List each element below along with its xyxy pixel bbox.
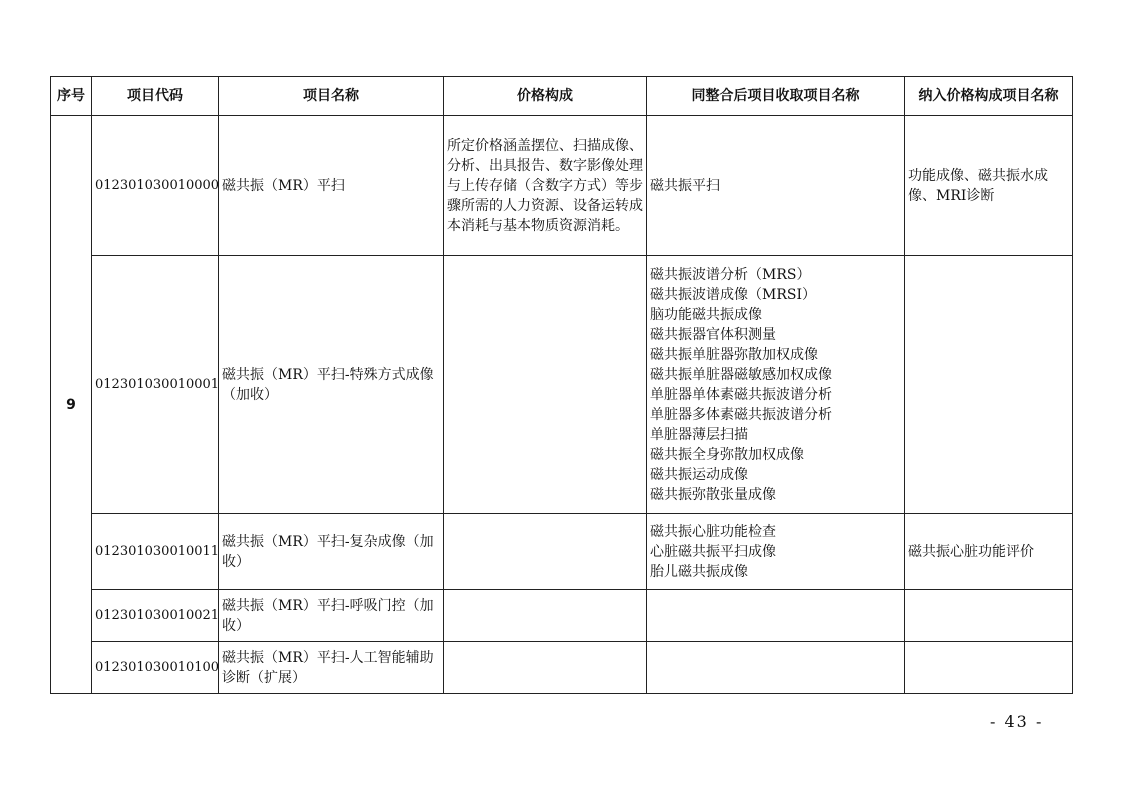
- table-row: [51, 590, 1073, 642]
- merged-item: 脑功能磁共振成像: [650, 306, 762, 323]
- name-cell: 磁共振（MR）平扫-特殊方式成像（加收）: [219, 256, 444, 514]
- name-cell: 磁共振（MR）平扫-复杂成像（加收）: [219, 514, 444, 590]
- code-cell: 012301030010001: [92, 256, 219, 514]
- merged-item: 磁共振运动成像: [650, 466, 748, 483]
- merged-item: 磁共振弥散张量成像: [650, 486, 776, 503]
- merged-item: 单脏器薄层扫描: [650, 426, 748, 443]
- header-row: [51, 77, 1073, 116]
- merged-item: 磁共振单脏器弥散加权成像: [650, 346, 818, 363]
- merged-item: 磁共振波谱分析（MRS）: [650, 266, 811, 283]
- merged-item: 心脏磁共振平扫成像: [650, 543, 776, 560]
- merged-cell: [647, 116, 905, 256]
- composition-cell: 所定价格涵盖摆位、扫描成像、分析、出具报告、数字影像处理与上传存储（含数字方式）等步骤所需的人力资源、设备运转成本消耗与基本物质资源消耗。: [444, 116, 647, 256]
- merged-item: 磁共振单脏器磁敏感加权成像: [650, 366, 832, 383]
- merged-item: 胎儿磁共振成像: [650, 563, 748, 580]
- table-row: [51, 116, 1073, 256]
- merged-item: 磁共振器官体积测量: [650, 326, 776, 343]
- table-row: [51, 514, 1073, 590]
- composition-cell: [444, 514, 647, 590]
- header-included: 纳入价格构成项目名称: [905, 77, 1073, 116]
- merged-item: 磁共振波谱成像（MRSI）: [650, 286, 816, 303]
- merged-cell: [647, 642, 905, 694]
- merged-item: 单脏器单体素磁共振波谱分析: [650, 386, 832, 403]
- included-cell: [905, 590, 1073, 642]
- header-seq: 序号: [51, 77, 92, 116]
- included-cell: [905, 642, 1073, 694]
- merged-item: 磁共振全身弥散加权成像: [650, 446, 804, 463]
- price-table: [50, 76, 1073, 694]
- included-cell: 磁共振心脏功能评价: [905, 514, 1073, 590]
- code-cell: 012301030010100: [92, 642, 219, 694]
- composition-cell: [444, 642, 647, 694]
- included-cell: [905, 256, 1073, 514]
- name-cell: 磁共振（MR）平扫-人工智能辅助诊断（扩展）: [219, 642, 444, 694]
- merged-cell: [647, 256, 905, 514]
- included-cell: 功能成像、磁共振水成像、MRI诊断: [905, 116, 1073, 256]
- name-cell: 磁共振（MR）平扫: [219, 116, 444, 256]
- table-row: [51, 256, 1073, 514]
- page-number: - 43 -: [990, 712, 1044, 731]
- code-cell: 012301030010021: [92, 590, 219, 642]
- composition-cell: [444, 590, 647, 642]
- merged-item: 磁共振平扫: [650, 177, 720, 194]
- name-cell: 磁共振（MR）平扫-呼吸门控（加收）: [219, 590, 444, 642]
- code-cell: 012301030010011: [92, 514, 219, 590]
- header-code: 项目代码: [92, 77, 219, 116]
- merged-cell: [647, 514, 905, 590]
- seq-cell: 9: [51, 116, 92, 694]
- table-row: [51, 642, 1073, 694]
- header-merged: 同整合后项目收取项目名称: [647, 77, 905, 116]
- code-cell: 012301030010000: [92, 116, 219, 256]
- header-name: 项目名称: [219, 77, 444, 116]
- merged-item: 单脏器多体素磁共振波谱分析: [650, 406, 832, 423]
- composition-cell: [444, 256, 647, 514]
- merged-item: 磁共振心脏功能检查: [650, 523, 776, 540]
- merged-cell: [647, 590, 905, 642]
- header-composition: 价格构成: [444, 77, 647, 116]
